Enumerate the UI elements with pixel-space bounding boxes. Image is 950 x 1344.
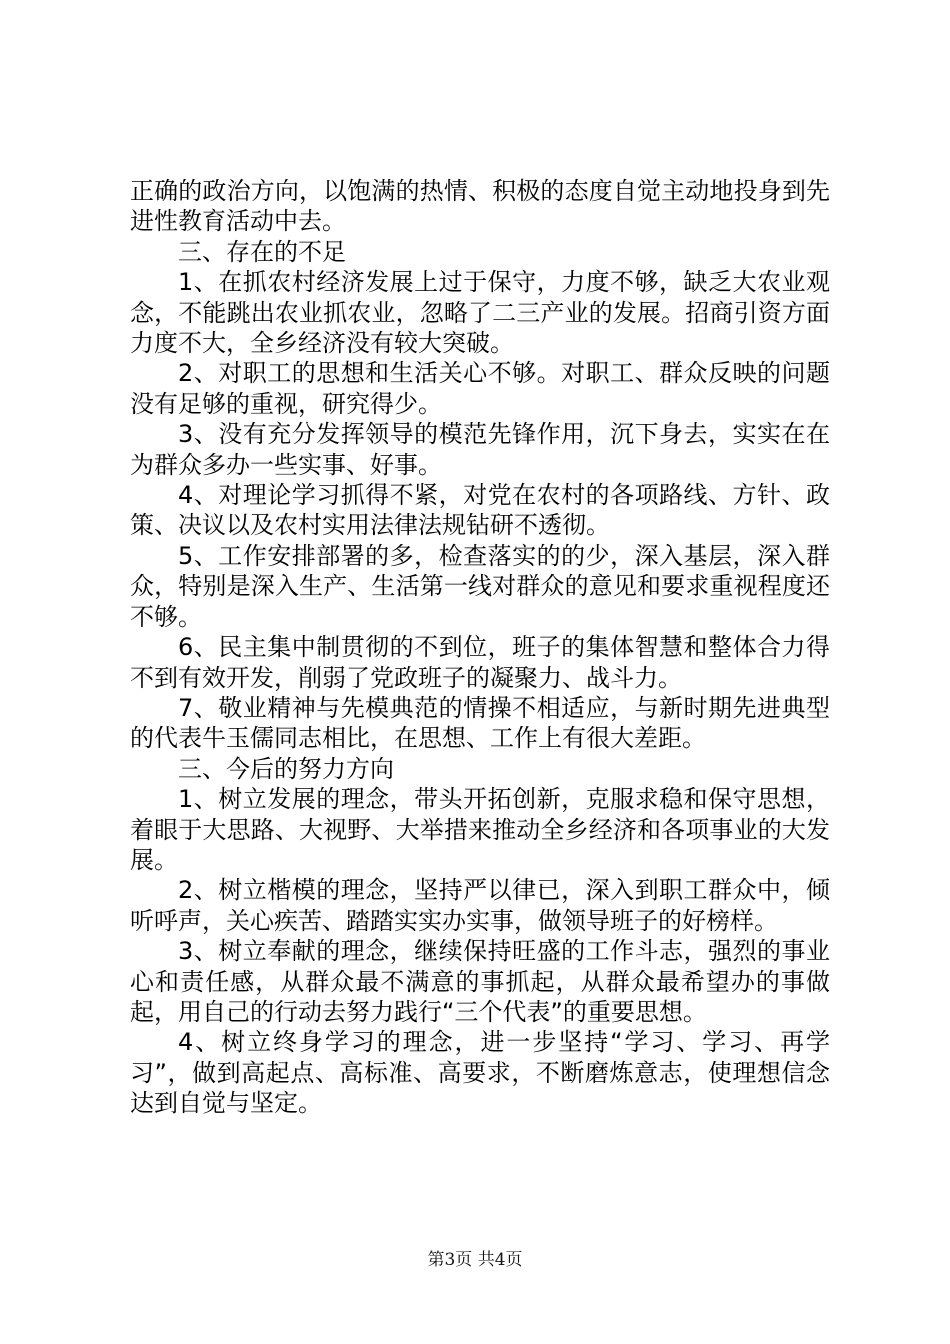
page-number-footer: 第3页 共4页 [427,1250,523,1270]
paragraph-continuation: 正确的政治方向，以饱满的热情、积极的态度自觉主动地投身到先进性教育活动中去。 [130,177,830,236]
document-body [130,176,830,1119]
list-item-direction-2: 2、树立楷模的理念，坚持严以律已，深入到职工群众中，倾听呼声，关心疾苦、踏踏实实办实事，做领导班子的好榜样。 [130,876,830,935]
list-item-shortcoming-1: 1、在抓农村经济发展上过于保守，力度不够，缺乏大农业观念，不能跳出农业抓农业，忽略了二三产业的发展。招商引资方面力度不大，全乡经济没有较大突破。 [130,268,830,358]
list-item-shortcoming-6: 6、民主集中制贯彻的不到位，班子的集体智慧和整体合力得不到有效开发，削弱了党政班子的凝聚力、战斗力。 [130,633,830,692]
list-item-shortcoming-7: 7、敬业精神与先模典范的情操不相适应，与新时期先进典型的代表牛玉儒同志相比，在思想、工作上有很大差距。 [130,693,830,753]
section-heading-future-direction: 三、今后的努力方向 [178,754,394,783]
section-heading-shortcomings: 三、存在的不足 [178,237,346,266]
list-item-direction-1: 1、树立发展的理念，带头开拓创新，克服求稳和保守思想，着眼于大思路、大视野、大举措来推动全乡经济和各项事业的大发展。 [130,785,830,874]
list-item-shortcoming-2: 2、对职工的思想和生活关心不够。对职工、群众反映的问题没有足够的重视，研究得少。 [130,359,830,418]
list-item-direction-3: 3、树立奉献的理念，继续保持旺盛的工作斗志，强烈的事业心和责任感，从群众最不满意的事抓起，从群众最希望办的事做起，用自己的行动去努力践行“三个代表”的重要思想。 [130,937,830,1026]
list-item-shortcoming-3: 3、没有充分发挥领导的模范先锋作用，沉下身去，实实在在为群众多办一些实事、好事。 [130,420,830,479]
list-item-direction-4: 4、树立终身学习的理念，进一步坚持“学习、学习、再学习”，做到高起点、高标准、高要求，不断磨炼意志，使理想信念达到自觉与坚定。 [130,1028,830,1118]
list-item-shortcoming-4: 4、对理论学习抓得不紧，对党在农村的各项路线、方针、政策、决议以及农村实用法律法规钻研不透彻。 [130,481,830,540]
list-item-shortcoming-5: 5、工作安排部署的多，检查落实的的少，深入基层，深入群众，特别是深入生产、生活第一线对群众的意见和要求重视程度还不够。 [130,541,830,631]
